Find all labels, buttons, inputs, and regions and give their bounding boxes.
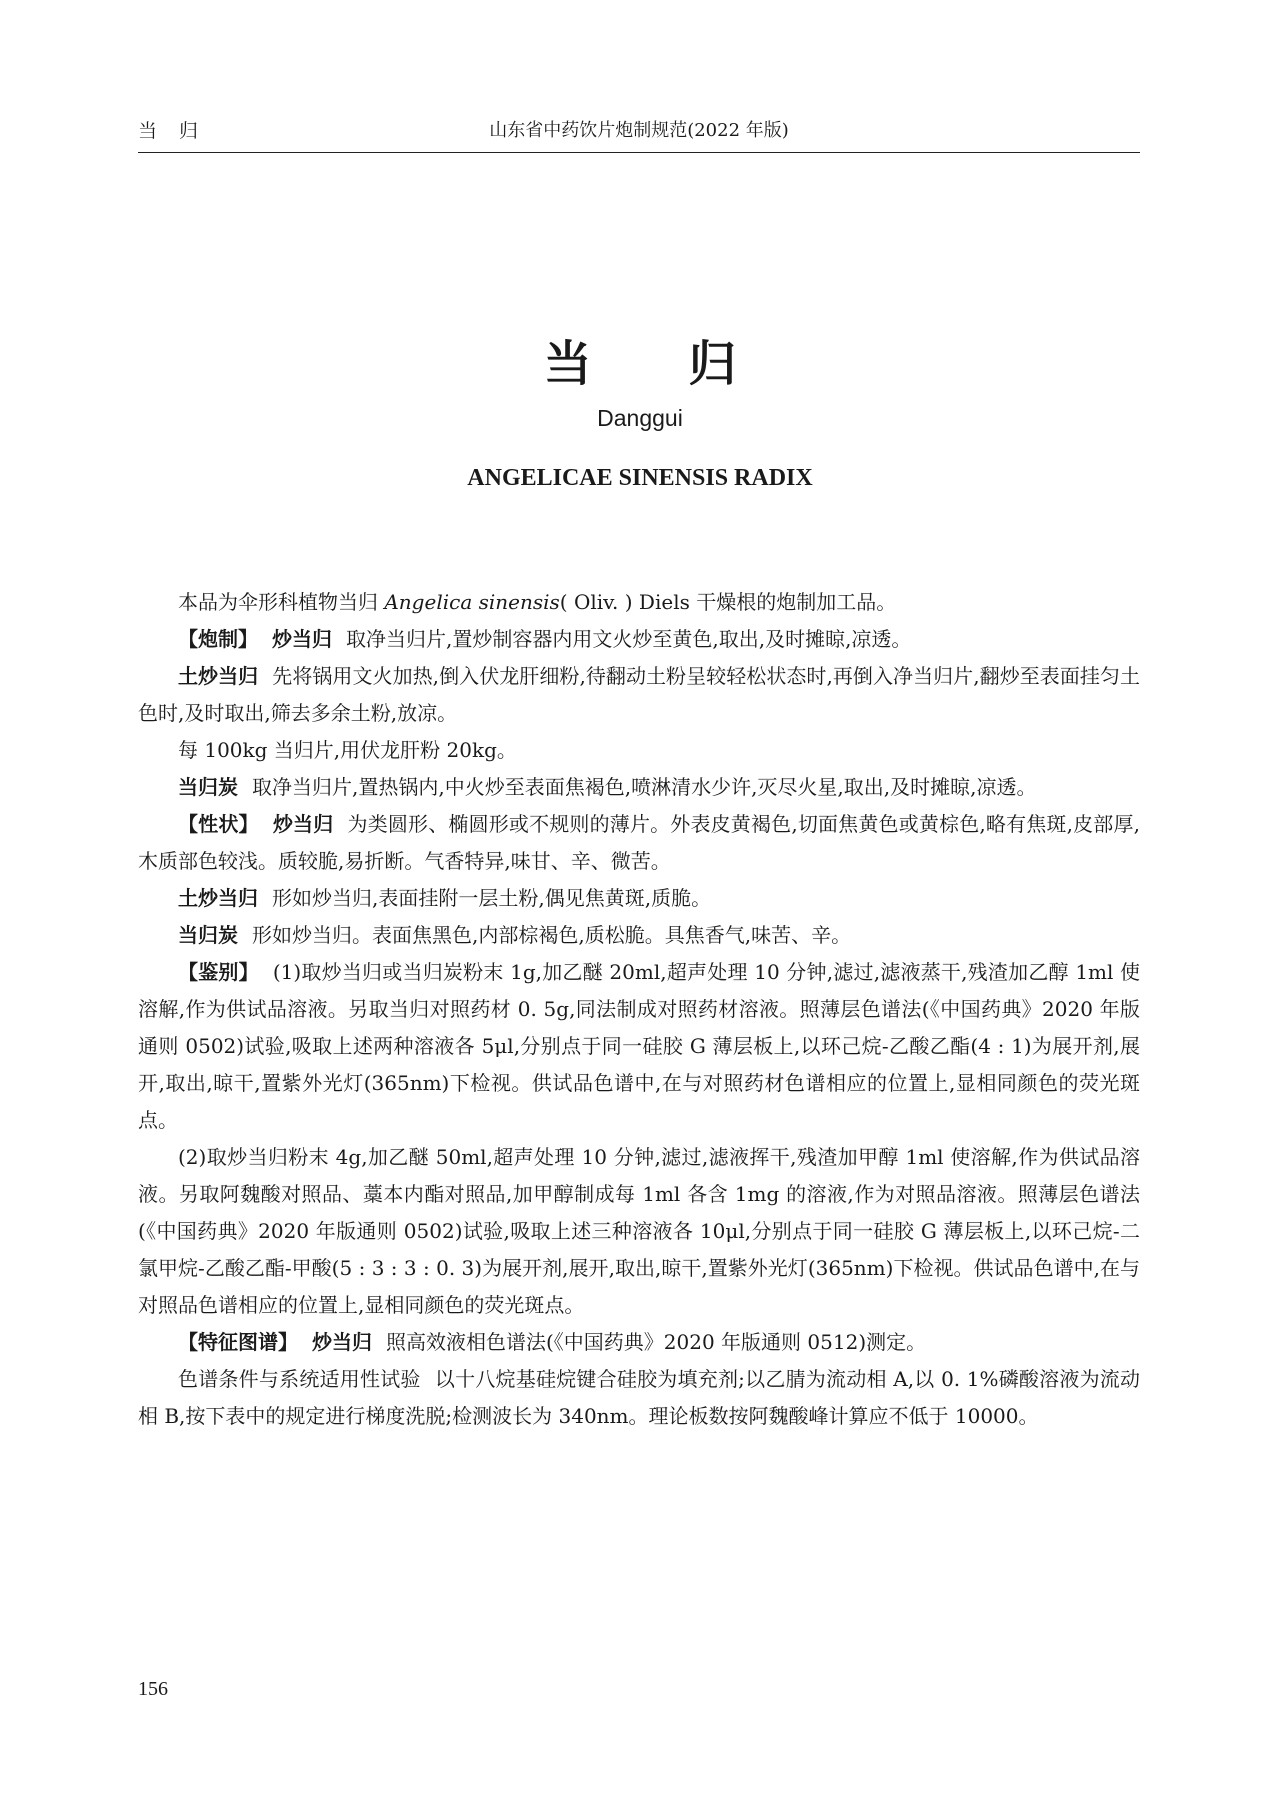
section-label-fingerprint: 【特征图谱】: [178, 1330, 298, 1354]
header-book-title: 山东省中药饮片炮制规范(2022 年版): [489, 120, 789, 141]
identification-paragraph: (2)取炒当归粉末 4g,加乙醚 50ml,超声处理 10 分钟,滤过,滤液挥干,残渣加甲醇 1ml 使溶解,作为供试品溶液。另取阿魏酸对照品、藁本内酯对照品,加甲醇制成每 1ml 各含 1mg 的溶液,作为对照品溶液。照薄层色谱法(《中国药典》2020 年版通则 0502)试验,吸取上述三种溶液各 10μl,分别点于同一硅胶 G 薄层板上,以环己烷-二氯甲烷-乙酸乙酯-甲酸(5 : 3 : 3 : 0. 3)为展开剂,展开,取出,晾干,置紫外光灯(365nm)下检视。供试品色谱中,在与对照品色谱相应的位置上,显相同颜色的荧光斑点。: [138, 1145, 1140, 1317]
intro-paragraph: 本品为伞形科植物当归 Angelica sinensis( Oliv. ) Diels 干燥根的炮制加工品。: [178, 590, 897, 614]
monograph-latin-name: ANGELICAE SINENSIS RADIX: [467, 465, 813, 491]
subheading-earth-fried: 土炒当归: [178, 886, 258, 910]
subheading-charred: 当归炭: [178, 923, 238, 947]
appearance-paragraph: 当归炭 形如炒当归。表面焦黑色,内部棕褐色,质松脆。具焦香气,味苦、辛。: [178, 923, 852, 947]
subheading-charred: 当归炭: [178, 775, 238, 799]
subheading-earth-fried: 土炒当归: [178, 664, 259, 688]
fingerprint-paragraph: 【特征图谱】 炒当归 照高效液相色谱法(《中国药典》2020 年版通则 0512)测定。: [178, 1330, 927, 1354]
running-header: [138, 116, 1140, 153]
section-label-identification: 【鉴别】: [178, 960, 259, 984]
subheading-stir-fried: 炒当归: [272, 812, 334, 836]
species-name: Angelica sinensis: [384, 590, 560, 614]
monograph-body: [138, 584, 1140, 1435]
processing-paragraph: 每 100kg 当归片,用伏龙肝粉 20kg。: [178, 738, 517, 762]
monograph-pinyin: Danggui: [597, 405, 683, 431]
header-drug-name: 当 归: [138, 120, 207, 142]
subheading-stir-fried: 炒当归: [272, 627, 332, 651]
chromatography-conditions-lead: 色谱条件与系统适用性试验: [178, 1367, 421, 1391]
fingerprint-paragraph: 色谱条件与系统适用性试验 以十八烷基硅烷键合硅胶为填充剂;以乙腈为流动相 A,以 0. 1%磷酸溶液为流动相 B,按下表中的规定进行梯度洗脱;检测波长为 340nm。理论板数按阿魏酸峰计算应不低于 10000。: [138, 1367, 1141, 1428]
identification-paragraph: 【鉴别】 (1)取炒当归或当归炭粉末 1g,加乙醚 20ml,超声处理 10 分钟,滤过,滤液蒸干,残渣加乙醇 1ml 使溶解,作为供试品溶液。另取当归对照药材 0. 5g,同法制成对照药材溶液。照薄层色谱法(《中国药典》2020 年版通则 0502)试验,吸取上述两种溶液各 5μl,分别点于同一硅胶 G 薄层板上,以环己烷-乙酸乙酯(4 : 1)为展开剂,展开,取出,晾干,置紫外光灯(365nm)下检视。供试品色谱中,在与对照药材色谱相应的位置上,显相同颜色的荧光斑点。: [138, 960, 1140, 1132]
subheading-stir-fried: 炒当归: [312, 1330, 372, 1354]
processing-paragraph: 土炒当归 先将锅用文火加热,倒入伏龙肝细粉,待翻动土粉呈较轻松状态时,再倒入净当归片,翻炒至表面挂匀土色时,及时取出,筛去多余土粉,放凉。: [138, 664, 1141, 725]
processing-paragraph: 【炮制】 炒当归 取净当归片,置炒制容器内用文火炒至黄色,取出,及时摊晾,凉透。: [178, 627, 912, 651]
page-number: 156: [138, 1678, 168, 1700]
appearance-paragraph: 【性状】 炒当归 为类圆形、椭圆形或不规则的薄片。外表皮黄褐色,切面焦黄色或黄棕色,略有焦斑,皮部厚,木质部色较浅。质较脆,易折断。气香特异,味甘、辛、微苦。: [138, 812, 1140, 873]
section-label-processing: 【炮制】: [178, 627, 258, 651]
processing-paragraph: 当归炭 取净当归片,置热锅内,中火炒至表面焦褐色,喷淋清水少许,灭尽火星,取出,及时摊晾,凉透。: [178, 775, 1037, 799]
monograph-title: 当 归: [543, 336, 777, 392]
section-label-appearance: 【性状】: [178, 812, 259, 836]
appearance-paragraph: 土炒当归 形如炒当归,表面挂附一层土粉,偶见焦黄斑,质脆。: [178, 886, 712, 910]
